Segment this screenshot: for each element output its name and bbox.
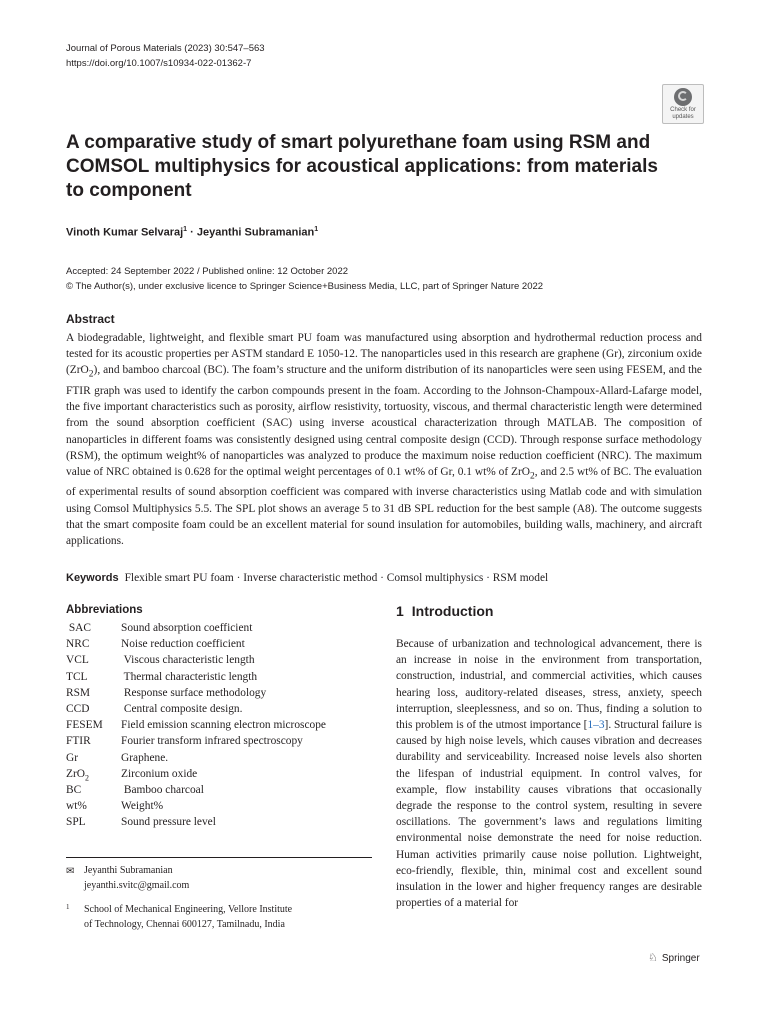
affiliation-line: School of Mechanical Engineering, Vellore Institute (84, 904, 293, 915)
publication-dates (66, 264, 543, 294)
journal-citation: Journal of Porous Materials (2023) 30:547–563 (66, 43, 265, 54)
author-affil-mark: 1 (183, 226, 188, 233)
abstract-part: ), and bamboo charcoal (BC). The foam’s structure and the uniform distribution of its nanoparticles were seen using FESEM, and the FTIR graph was used to identify the carbon compounds present in the foam. According to the Johnson-Champoux-Allard-Lafarge model, the five important characteristics such as porosity, airflow resistivity, tortuosity, viscous, and thermal characteristic length were determined from the sound absorption coefficient (SAC) using inverse acoustical characterization through MATLAB. The composition of nanoparticles in different foams was consistently designed using central composite design (CCD). Through response surface methodology (RSM), the optimum weight% of nanoparticles was analyzed to produce the maximum noise reduction coefficient (NRC). The maximum value of NRC obtained is 0.628 for the optimal weight percentages of 0.1 wt% of Gr, 0.1 wt% of ZrO (66, 364, 702, 478)
check-updates-icon (674, 88, 692, 106)
author-name[interactable]: Jeyanthi Subramanian (196, 226, 315, 239)
author-affil-mark: 1 (314, 226, 319, 233)
keywords (66, 572, 548, 584)
abbreviation-term: FESEM (66, 719, 103, 732)
abbreviation-definition: Zirconium oxide (121, 767, 198, 780)
abbreviation-definition: Noise reduction coefficient (121, 638, 245, 651)
abbreviation-definition: Weight% (121, 800, 164, 813)
footnote-divider (66, 857, 372, 858)
dates-line: Accepted: 24 September 2022 / Published online: 12 October 2022 (66, 266, 349, 277)
abbreviation-definition: Graphene. (121, 751, 169, 764)
introduction-heading (396, 603, 493, 619)
abbreviation-term: TCL (66, 670, 88, 683)
abbreviation-term: BC (66, 783, 82, 796)
abstract-part: , and 2.5 wt% of BC. The evaluation of experimental results of sound absorption coefficient was compared with inverse characteristics using Matlab code and with simulation using Comsol Multiphysics 5.5. The SPL plot shows an average 5 to 31 dB SPL reduction for the best sample (A8). The outcome suggests that the smart composite foam could be an excellent material for sound insulation for automobiles, building walls, machinery, and aircraft applications. (66, 465, 702, 547)
abbreviation-definition: Viscous characteristic length (121, 654, 255, 667)
abbreviation-term: SAC (66, 622, 92, 634)
abstract-heading: Abstract (66, 312, 115, 326)
subscript: 2 (84, 772, 89, 782)
abbreviation-definition: Fourier transform infrared spectroscopy (121, 735, 303, 748)
abbreviation-term: CCD (66, 702, 90, 715)
subscript: 2 (88, 369, 94, 380)
author-name[interactable]: Vinoth Kumar Selvaraj (66, 226, 184, 239)
section-title: Introduction (411, 603, 494, 619)
springer-horse-icon: ♘ (648, 952, 658, 964)
copyright-line: © The Author(s), under exclusive licence to Springer Science+Business Media, LLC, part of Springer Nature 2022 (66, 281, 544, 292)
subscript: 2 (530, 471, 535, 482)
introduction-text (396, 636, 702, 911)
intro-part: ]. Structural failure is caused by high noise levels, which causes vibration and decreases durability and serviceability. Increased noise levels also shorten the lifespan of industrial equipment. In control valves, for example, flow instability causes vibrations that occasionally degrade the response to the control system, resulting in severe oscillations. The government’s laws and regulations limiting environmental noise demonstrate the need for noise reduction. Human activities primarily cause noise pollution. Lightweight, eco-friendly, flexible, thin, minimal cost and excellent sound insulation in the lower and higher frequency ranges are desirable properties of a material for (396, 719, 702, 910)
abbreviation-definition: Field emission scanning electron microscope (121, 719, 326, 732)
check-for-updates-badge[interactable] (662, 84, 704, 124)
corresponding-author: Jeyanthi Subramanian (84, 865, 173, 876)
affiliation-number: 1 (66, 903, 70, 911)
keywords-text: Flexible smart PU foam · Inverse characteristic method · Comsol multiphysics · RSM model (124, 572, 549, 584)
abbreviation-term: RSM (66, 686, 91, 699)
abbreviations-heading: Abbreviations (66, 604, 143, 616)
check-badge-text (663, 107, 703, 120)
keywords-heading: Keywords (66, 572, 119, 584)
abbreviation-term-base: ZrO (66, 767, 85, 780)
correspondence (66, 864, 189, 893)
check-badge-line1: Check for (670, 107, 696, 113)
abbreviation-term: FTIR (66, 735, 91, 748)
publisher-logo (648, 951, 700, 964)
abbreviation-definition: Central composite design. (121, 702, 243, 715)
check-badge-line2: updates (672, 113, 694, 120)
doi-link[interactable]: https://doi.org/10.1007/s10934-022-01362-7 (66, 58, 252, 69)
affiliation (66, 903, 344, 932)
intro-part: Because of urbanization and technological advancement, there is an increase in noise in the environment from transportation, construction, industrial, and commercial activities, which causes hearing loss, auditory-related diseases, stress, anxiety, speech interruption, sleeplessness, and so on. Thus, finding a solution to this problem is of the utmost importance [ (396, 638, 702, 732)
affiliation-line: of Technology, Chennai 600127, Tamilnadu, India (84, 918, 285, 930)
abbreviation-term: Gr (66, 751, 79, 764)
abbreviation-definition: Thermal characteristic length (121, 670, 258, 683)
abbreviation-definition: Response surface methodology (121, 686, 267, 699)
corresponding-email[interactable]: jeyanthi.svitc@gmail.com (84, 879, 190, 891)
abbreviation-term: SPL (66, 816, 86, 829)
abbreviation-definition: Sound absorption coefficient (121, 622, 253, 634)
paper-title: A comparative study of smart polyurethane foam using RSM and COMSOL multiphysics for acoustical applications: from materials to component (66, 132, 658, 201)
journal-header (66, 41, 265, 71)
abbreviation-term: VCL (66, 654, 89, 667)
publisher-name: Springer (661, 953, 700, 964)
section-number: 1 (396, 603, 404, 619)
citation-link[interactable]: 1–3 (587, 719, 605, 732)
abstract-part: A biodegradable, lightweight, and flexible smart PU foam was manufactured using absorption and hydrothermal reduction process and tested for its acoustic properties per ASTM standard E 1050-12. The nanoparticles used in this research are graphene (Gr), zirconium oxide (ZrO (66, 332, 702, 377)
envelope-icon: ✉ (66, 866, 75, 877)
author-list (66, 226, 318, 239)
author-separator: · (187, 226, 197, 239)
abbreviation-definition: Sound pressure level (121, 816, 216, 829)
abbreviation-term: NRC (66, 638, 90, 651)
abbreviation-term: wt% (66, 800, 87, 813)
abbreviation-definition: Bamboo charcoal (121, 783, 204, 796)
abstract-text (66, 330, 702, 549)
